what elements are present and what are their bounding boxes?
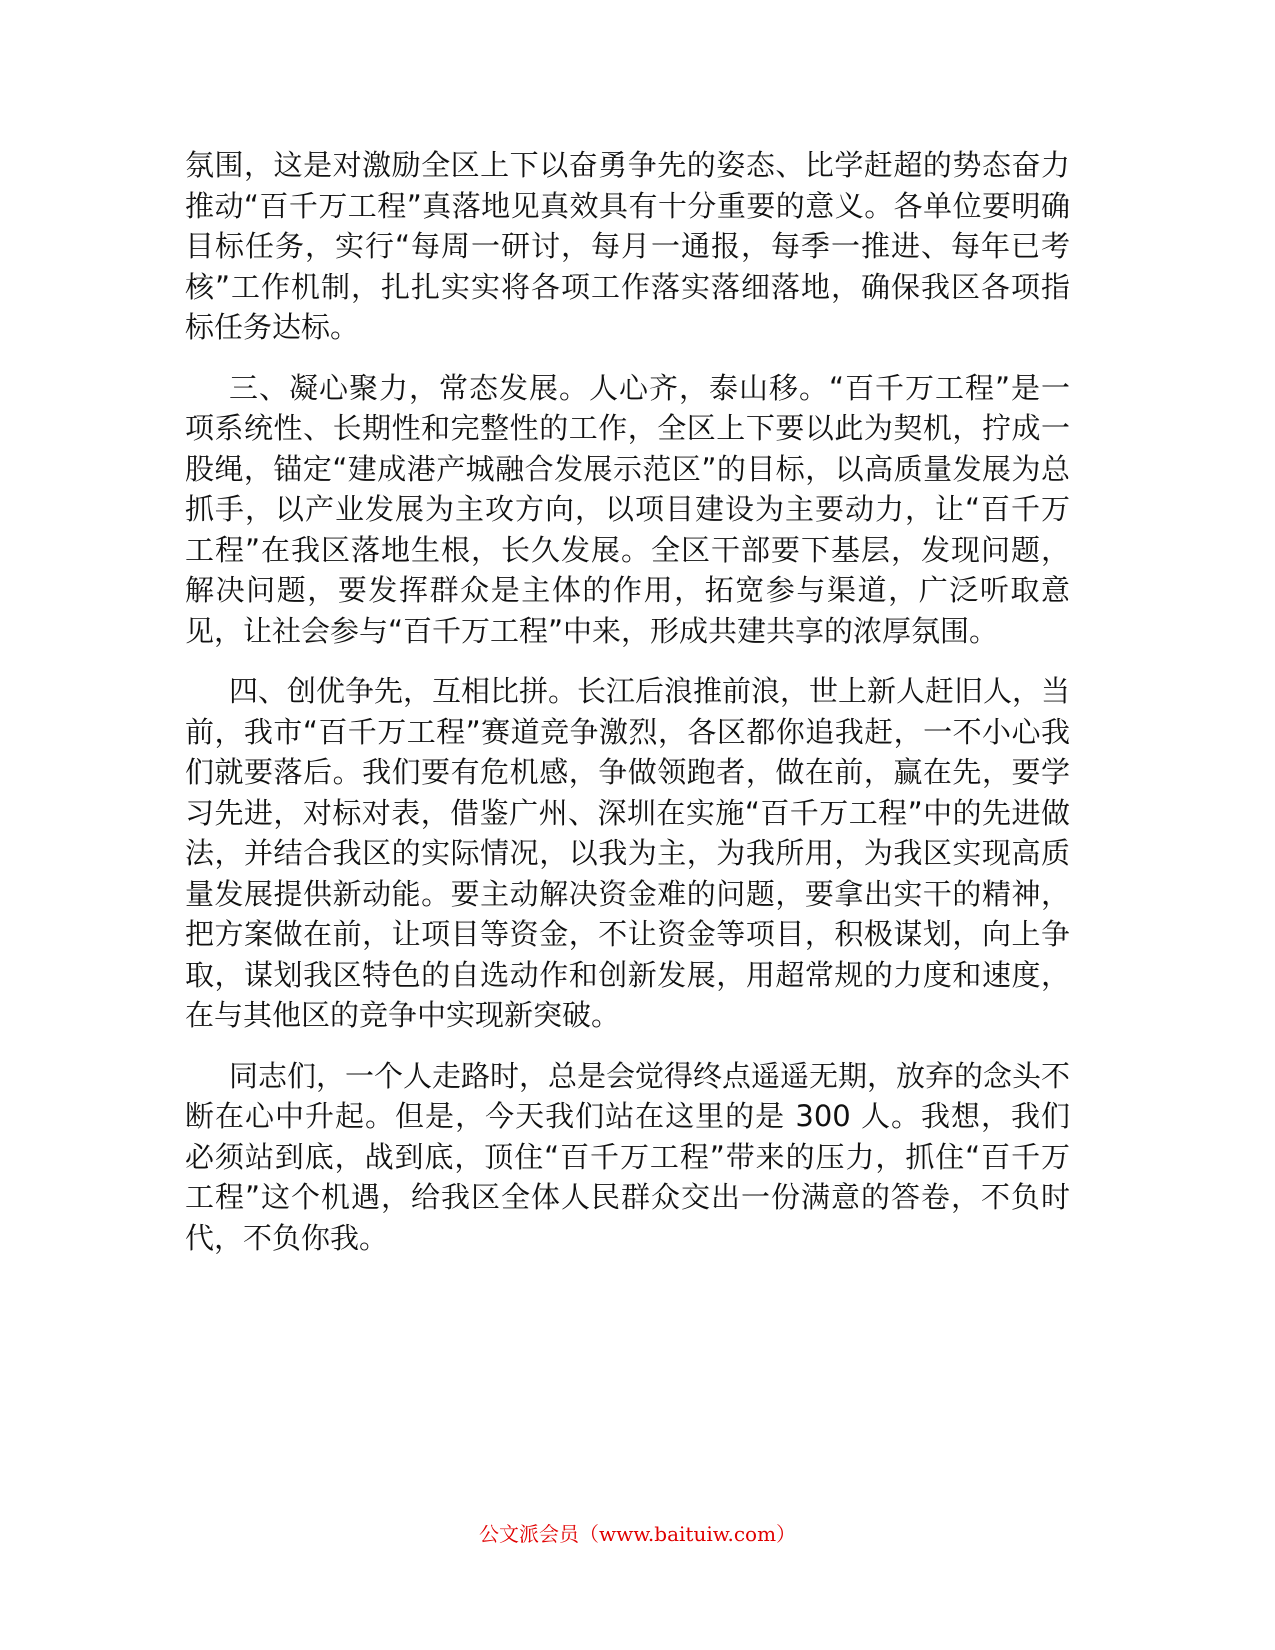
paragraph-continuation: 氛围，这是对激励全区上下以奋勇争先的姿态、比学赶超的势态奋力推动“百千万工程”真落地见真效具有十分重要的意义。各单位要明确目标任务，实行“每周一研讨，每月一通报，每季一推进、每年已考核”工作机制，扎扎实实将各项工作落实落细落地，确保我区各项指标任务达标。 (185, 148, 1070, 344)
footer-watermark: 公文派会员（www.baituiw.com） (478, 1522, 797, 1546)
paragraph-section-three: 三、凝心聚力，常态发展。人心齐，泰山移。“百千万工程”是一项系统性、长期性和完整性的工作，全区上下要以此为契机，拧成一股绳，锚定“建成港产城融合发展示范区”的目标，以高质量发展为总抓手，以产业发展为主攻方向，以项目建设为主要动力，让“百千万工程”在我区落地生根，长久发展。全区干部要下基层，发现问题，解决问题，要发挥群众是主体的作用，拓宽参与渠道，广泛听取意见，让社会参与“百千万工程”中来，形成共建共享的浓厚氛围。 (185, 370, 1070, 648)
document-body (185, 145, 1070, 1278)
paragraph-closing: 同志们，一个人走路时，总是会觉得终点遥遥无期，放弃的念头不断在心中升起。但是，今天我们站在这里的是 300 人。我想，我们必须站到底，战到底，顶住“百千万工程”带来的压力，抓住“百千万工程”这个机遇，给我区全体人民群众交出一份满意的答卷，不负时代，不负你我。 (185, 1058, 1071, 1255)
paragraph-section-four: 四、创优争先，互相比拼。长江后浪推前浪，世上新人赶旧人，当前，我市“百千万工程”赛道竞争激烈，各区都你追我赶，一不小心我们就要落后。我们要有危机感，争做领跑者，做在前，赢在先，要学习先进，对标对表，借鉴广州、深圳在实施“百千万工程”中的先进做法，并结合我区的实际情况，以我为主，为我所用，为我区实现高质量发展提供新动能。要主动解决资金难的问题，要拿出实干的精神，把方案做在前，让项目等资金，不让资金等项目，积极谋划，向上争取，谋划我区特色的自选动作和创新发展，用超常规的力度和速度，在与其他区的竞争中实现新突破。 (185, 674, 1071, 1032)
